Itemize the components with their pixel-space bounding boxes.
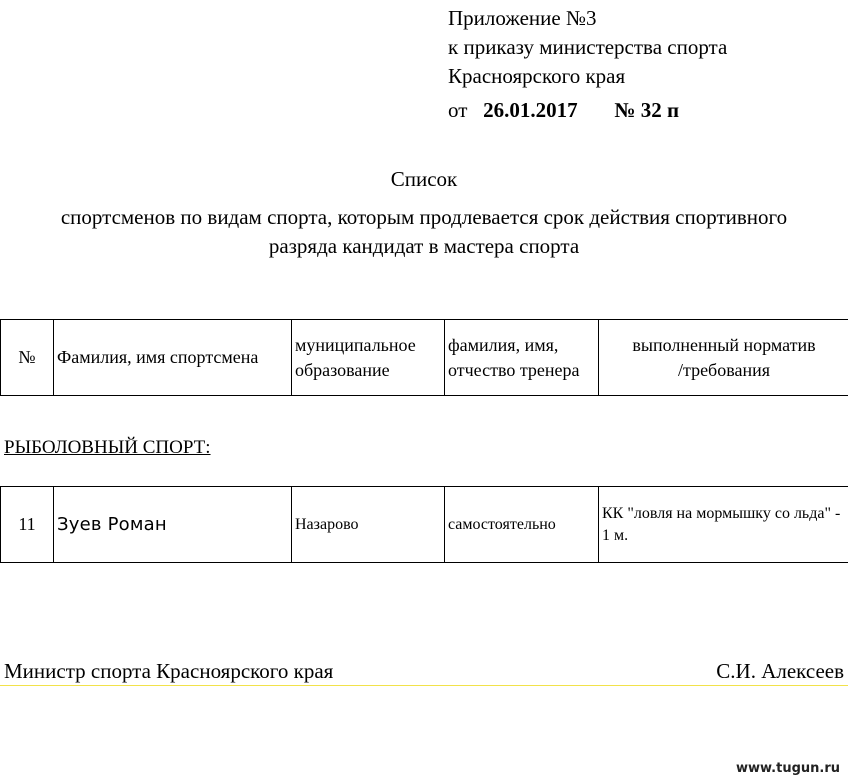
order-prefix: от <box>448 98 468 122</box>
header-municipality-line2: образование <box>295 359 390 380</box>
header-table <box>0 319 848 396</box>
header-athlete: Фамилия, имя спортсмена <box>54 320 292 396</box>
row-coach: самостоятельно <box>445 487 599 563</box>
site-watermark: www.tugun.ru <box>735 761 840 776</box>
appendix-title: Приложение №3 <box>448 6 597 30</box>
header-norm-line1: выполненный норматив <box>632 334 816 355</box>
appendix-order-ref: к приказу министерства спорта <box>448 35 728 59</box>
signature-name: С.И. Алексеев <box>716 659 844 683</box>
row-municipality: Назарово <box>292 487 445 563</box>
subtitle-line-1: спортсменов по видам спорта, которым продлевается срок действия спортивного <box>60 205 788 229</box>
order-line <box>448 98 679 123</box>
athletes-table <box>0 486 848 563</box>
header-norm <box>599 320 848 396</box>
document-title: Список <box>390 167 458 191</box>
order-number: № 32 п <box>614 98 680 122</box>
header-row <box>1 320 848 396</box>
row-num: 11 <box>1 487 54 563</box>
order-date: 26.01.2017 <box>483 98 578 122</box>
table-row <box>1 487 848 563</box>
subtitle-line-2: разряда кандидат в мастера спорта <box>268 234 580 258</box>
header-norm-line2: /требования <box>677 359 771 380</box>
document-subtitle <box>0 203 848 261</box>
header-municipality-line1: муниципальное <box>295 334 416 355</box>
header-coach <box>445 320 599 396</box>
signature-rule <box>0 685 848 686</box>
header-municipality <box>292 320 445 396</box>
header-coach-line2: отчество тренера <box>448 359 580 380</box>
section-title: РЫБОЛОВНЫЙ СПОРТ: <box>4 437 211 458</box>
row-norm: КК "ловля на мормышку со льда" - 1 м. <box>599 487 848 563</box>
signature-position: Министр спорта Красноярского края <box>4 659 334 683</box>
header-num: № <box>1 320 54 396</box>
header-coach-line1: фамилия, имя, <box>448 334 559 355</box>
appendix-block <box>448 4 727 91</box>
row-athlete: Зуев Роман <box>54 487 292 563</box>
appendix-region: Красноярского края <box>448 64 626 88</box>
